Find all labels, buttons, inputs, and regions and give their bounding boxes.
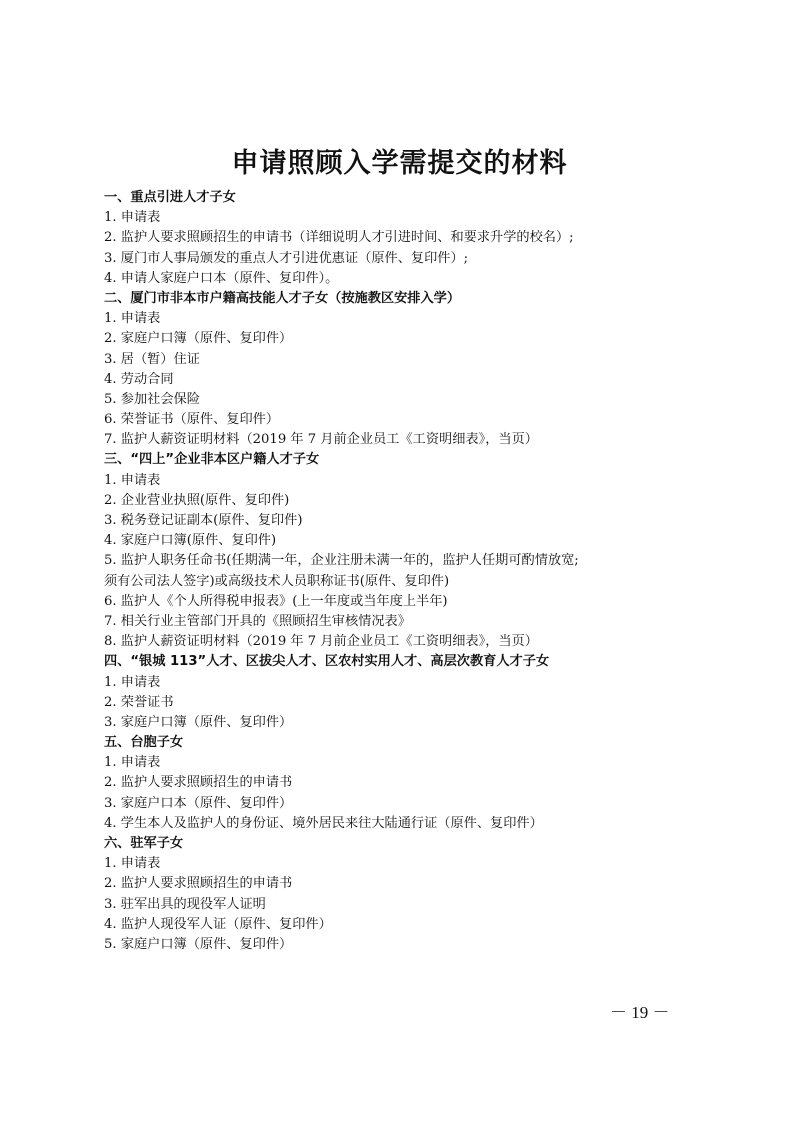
list-item: 2. 荣誉证书	[104, 694, 174, 710]
section-heading: 六、驻军子女	[104, 836, 184, 851]
list-item: 3. 厦门市人事局颁发的重点人才引进优惠证（原件、复印件）;	[104, 250, 469, 266]
list-item: 2. 企业营业执照(原件、复印件)	[104, 492, 290, 508]
list-item: 7. 监护人薪资证明材料（2019 年 7 月前企业员工《工资明细表》，当页）	[104, 432, 538, 448]
list-item: 1. 申请表	[104, 311, 161, 327]
materials-list	[104, 188, 704, 955]
list-item: 6. 监护人《个人所得税申报表》(上一年度或当年度上半年)	[104, 593, 448, 609]
list-item: 5. 监护人职务任命书(任期满一年，企业注册未满一年的，监护人任期可酌情放宽;	[104, 553, 579, 569]
list-item: 7. 相关行业主管部门开具的《照顾招生审核情况表》	[104, 613, 411, 629]
section-heading: 四、“银城 113”人才、区拔尖人才、区农村实用人才、高层次教育人才子女	[104, 654, 550, 670]
list-item: 2. 监护人要求照顾招生的申请书	[104, 775, 293, 791]
section-heading: 二、厦门市非本市户籍高技能人才子女（按施教区安排入学）	[104, 290, 461, 306]
list-item: 2. 家庭户口簿（原件、复印件）	[104, 331, 293, 347]
list-item: 1. 申请表	[104, 856, 161, 872]
list-item: 1. 申请表	[104, 210, 161, 226]
list-item: 3. 驻军出具的现役军人证明	[104, 896, 266, 912]
list-item: 1. 申请表	[104, 674, 161, 690]
list-item: 4. 监护人现役军人证（原件、复印件）	[104, 916, 332, 932]
page-number: － 19 －	[610, 1003, 670, 1022]
list-item: 3. 居（暂）住证	[104, 351, 200, 367]
list-item: 4. 申请人家庭户口本（原件、复印件）。	[104, 270, 339, 286]
section-heading: 一、重点引进人才子女	[104, 190, 236, 205]
list-item: 须有公司法人签字)或高级技术人员职称证书(原件、复印件)	[104, 573, 450, 589]
list-item: 4. 劳动合同	[104, 371, 174, 387]
list-item: 3. 家庭户口本（原件、复印件）	[104, 795, 293, 811]
list-item: 4. 家庭户口簿(原件、复印件)	[104, 533, 277, 549]
list-item: 8. 监护人薪资证明材料（2019 年 7 月前企业员工《工资明细表》，当页）	[104, 634, 538, 650]
list-item: 4. 学生本人及监护人的身份证、境外居民来往大陆通行证（原件、复印件）	[104, 815, 543, 831]
section-heading: 五、台胞子女	[104, 735, 184, 751]
list-item: 1. 申请表	[104, 472, 161, 488]
list-item: 5. 参加社会保险	[104, 391, 200, 407]
page-title: 申请照顾入学需提交的材料	[231, 148, 568, 179]
list-item: 6. 荣誉证书（原件、复印件）	[104, 412, 280, 428]
list-item: 1. 申请表	[104, 755, 161, 771]
section-heading: 三、“四上”企业非本区户籍人才子女	[104, 452, 320, 468]
list-item: 2. 监护人要求照顾招生的申请书（详细说明人才引进时间、和要求升学的校名）;	[104, 230, 574, 246]
list-item: 5. 家庭户口簿（原件、复印件）	[104, 936, 293, 952]
list-item: 3. 家庭户口簿（原件、复印件）	[104, 714, 293, 730]
list-item: 2. 监护人要求照顾招生的申请书	[104, 876, 293, 892]
list-item: 3. 税务登记证副本(原件、复印件)	[104, 513, 303, 528]
